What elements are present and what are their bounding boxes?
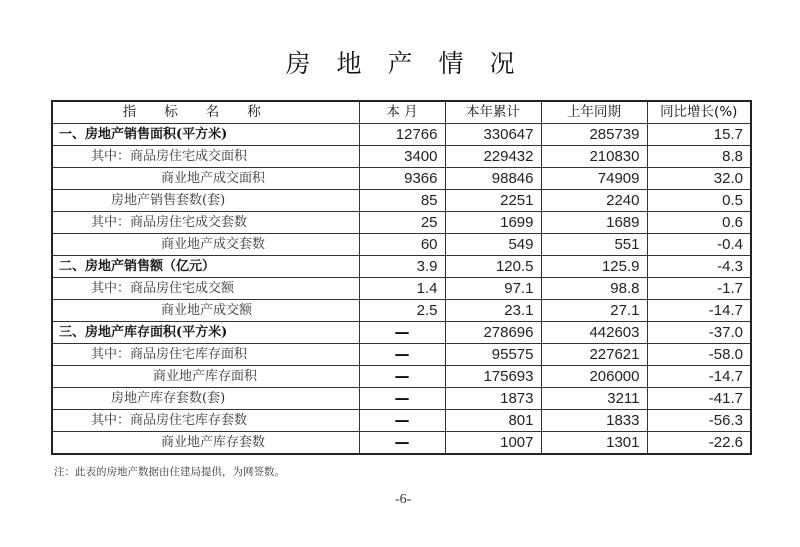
cell-this-month: —	[359, 344, 445, 366]
cell-yoy-growth: 0.6	[647, 212, 751, 234]
row-label: 商业地产成交面积	[52, 168, 359, 190]
row-label: 商业地产成交额	[52, 300, 359, 322]
cell-yoy-growth: -14.7	[647, 300, 751, 322]
cell-ytd: 23.1	[445, 300, 541, 322]
cell-yoy-growth: -58.0	[647, 344, 751, 366]
table-row	[52, 278, 751, 300]
cell-this-month: 85	[359, 190, 445, 212]
row-label: 其中：商品房住宅库存面积	[52, 344, 359, 366]
cell-yoy-growth: -56.3	[647, 410, 751, 432]
cell-this-month: —	[359, 366, 445, 388]
cell-this-month: —	[359, 432, 445, 455]
cell-prev-year: 1689	[541, 212, 647, 234]
table-row	[52, 322, 751, 344]
page-title: 房地产情况	[285, 49, 541, 78]
cell-prev-year: 125.9	[541, 256, 647, 278]
header-indicator-name: 指标名称	[52, 101, 359, 124]
row-label: 商业地产成交套数	[52, 234, 359, 256]
cell-this-month: 60	[359, 234, 445, 256]
cell-this-month: 2.5	[359, 300, 445, 322]
cell-ytd: 98846	[445, 168, 541, 190]
cell-yoy-growth: -1.7	[647, 278, 751, 300]
header-ytd: 本年累计	[445, 101, 541, 124]
row-label: 其中：商品房住宅库存套数	[52, 410, 359, 432]
cell-prev-year: 227621	[541, 344, 647, 366]
cell-prev-year: 206000	[541, 366, 647, 388]
cell-ytd: 278696	[445, 322, 541, 344]
row-label: 其中：商品房住宅成交面积	[52, 146, 359, 168]
cell-prev-year: 551	[541, 234, 647, 256]
cell-prev-year: 285739	[541, 124, 647, 146]
cell-this-month: —	[359, 410, 445, 432]
cell-ytd: 330647	[445, 124, 541, 146]
row-label: 商业地产库存面积	[52, 366, 359, 388]
cell-ytd: 175693	[445, 366, 541, 388]
table-row	[52, 256, 751, 278]
footnote: 注：此表的房地产数据由住建局提供，为网签数。	[54, 466, 285, 478]
cell-yoy-growth: -22.6	[647, 432, 751, 455]
table-row	[52, 388, 751, 410]
cell-ytd: 801	[445, 410, 541, 432]
cell-yoy-growth: -37.0	[647, 322, 751, 344]
row-label: 一、房地产销售面积(平方米)	[52, 124, 359, 146]
cell-this-month: —	[359, 388, 445, 410]
cell-yoy-growth: 8.8	[647, 146, 751, 168]
cell-ytd: 95575	[445, 344, 541, 366]
row-label: 商业地产库存套数	[52, 432, 359, 455]
cell-ytd: 97.1	[445, 278, 541, 300]
header-yoy-growth: 同比增长(%)	[647, 101, 751, 124]
cell-this-month: —	[359, 322, 445, 344]
cell-ytd: 1699	[445, 212, 541, 234]
table-row	[52, 366, 751, 388]
cell-this-month: 3.9	[359, 256, 445, 278]
row-label: 其中：商品房住宅成交额	[52, 278, 359, 300]
cell-prev-year: 98.8	[541, 278, 647, 300]
cell-prev-year: 442603	[541, 322, 647, 344]
table-body	[52, 124, 751, 455]
cell-ytd: 549	[445, 234, 541, 256]
cell-prev-year: 3211	[541, 388, 647, 410]
cell-this-month: 9366	[359, 168, 445, 190]
cell-ytd: 1007	[445, 432, 541, 455]
cell-yoy-growth: -0.4	[647, 234, 751, 256]
header-this-month: 本 月	[359, 101, 445, 124]
table-row	[52, 168, 751, 190]
row-label: 二、房地产销售额（亿元）	[52, 256, 359, 278]
header-prev-year: 上年同期	[541, 101, 647, 124]
cell-yoy-growth: -4.3	[647, 256, 751, 278]
table-header-row	[52, 101, 751, 124]
cell-this-month: 12766	[359, 124, 445, 146]
cell-yoy-growth: -41.7	[647, 388, 751, 410]
cell-yoy-growth: 0.5	[647, 190, 751, 212]
cell-prev-year: 210830	[541, 146, 647, 168]
cell-ytd: 229432	[445, 146, 541, 168]
row-label: 房地产销售套数(套)	[52, 190, 359, 212]
cell-prev-year: 27.1	[541, 300, 647, 322]
cell-ytd: 2251	[445, 190, 541, 212]
table-row	[52, 190, 751, 212]
cell-prev-year: 2240	[541, 190, 647, 212]
cell-prev-year: 1833	[541, 410, 647, 432]
row-label: 其中：商品房住宅成交套数	[52, 212, 359, 234]
table-row	[52, 234, 751, 256]
cell-yoy-growth: 15.7	[647, 124, 751, 146]
table-row	[52, 146, 751, 168]
cell-ytd: 1873	[445, 388, 541, 410]
real-estate-table	[51, 100, 752, 455]
table-row	[52, 124, 751, 146]
cell-yoy-growth: -14.7	[647, 366, 751, 388]
row-label: 三、房地产库存面积(平方米)	[52, 322, 359, 344]
table-row	[52, 432, 751, 455]
page-number: -6-	[395, 492, 412, 507]
table-row	[52, 212, 751, 234]
cell-prev-year: 1301	[541, 432, 647, 455]
cell-this-month: 1.4	[359, 278, 445, 300]
table-row	[52, 344, 751, 366]
cell-ytd: 120.5	[445, 256, 541, 278]
cell-yoy-growth: 32.0	[647, 168, 751, 190]
table-row	[52, 300, 751, 322]
table-row	[52, 410, 751, 432]
cell-this-month: 25	[359, 212, 445, 234]
cell-this-month: 3400	[359, 146, 445, 168]
row-label: 房地产库存套数(套)	[52, 388, 359, 410]
cell-prev-year: 74909	[541, 168, 647, 190]
